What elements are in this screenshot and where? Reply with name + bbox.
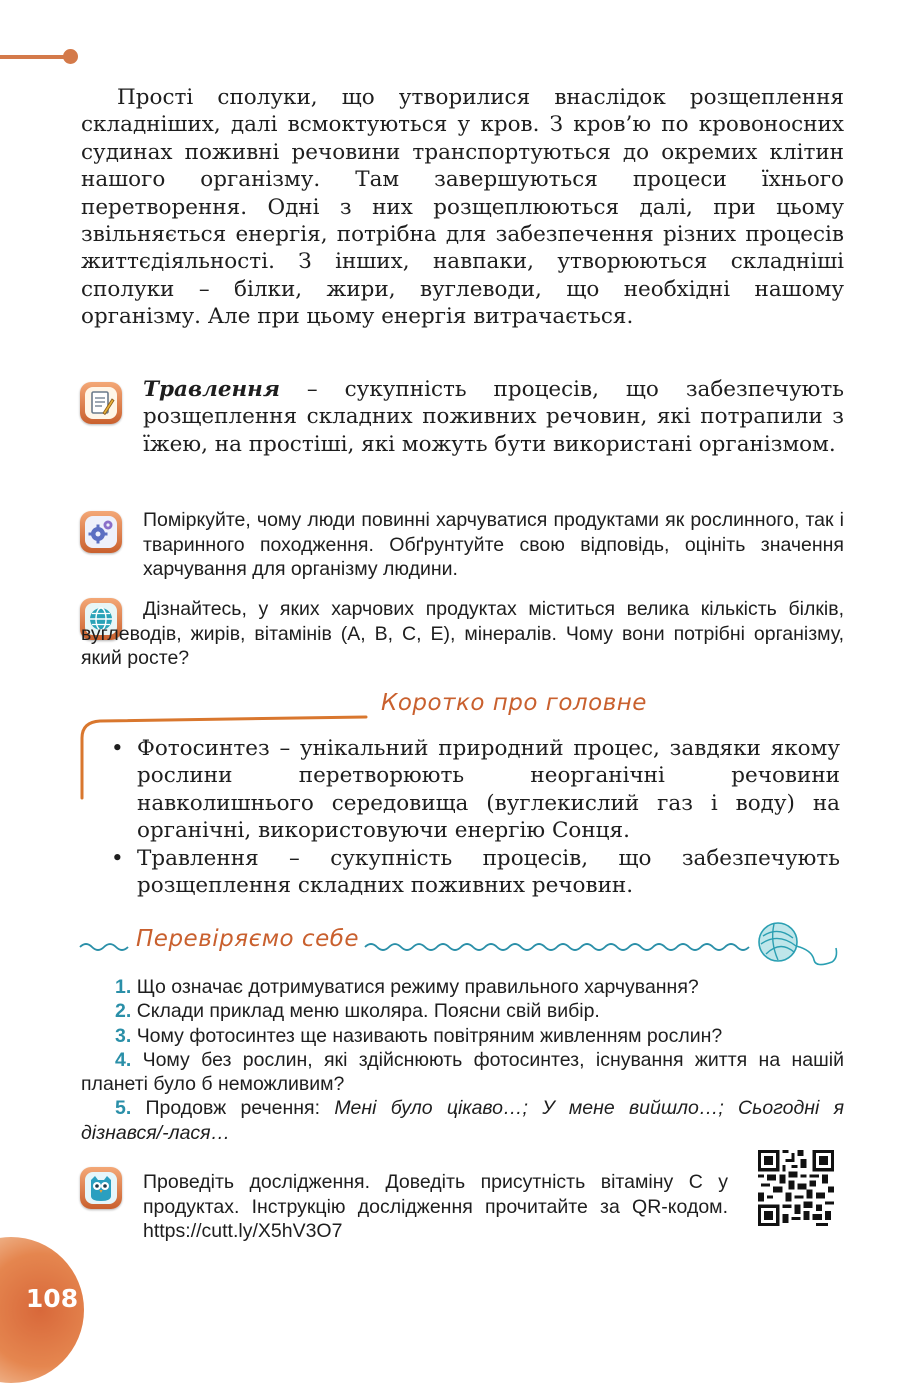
summary-heading: Коротко про головне <box>381 690 647 716</box>
wavy-line-left <box>78 937 134 957</box>
self-check-questions <box>81 975 844 1145</box>
definition-text <box>143 376 844 458</box>
intro-paragraph: Прості сполуки, що утворилися внаслідок розщеплення складніших, далі всмоктуються у кров. З кров’ю по кровоносних судинах поживні речовини транспортуються до окремих клітин нашого організму. Там завершуються процеси їхнього перетворення. Одні з них розщеплюються далі, при цьому звільняється енергія, потрібна для забезпечення різних процесів життєдіяльності. З інших, навпаки, утворюються складніші сполуки – білки, жири, вуглеводи, що необхідні нашому організму. Але при цьому енергія витрачається. <box>81 85 844 330</box>
question-number: 4. <box>115 1048 132 1071</box>
owl-icon <box>85 1172 117 1204</box>
experiment-text <box>143 1170 728 1244</box>
experiment-icon-box <box>80 1167 122 1209</box>
definition-body: – сукупність процесів, що забезпечують розщеплення складних поживних речовин, які потрапили з їжею, на простіші, які можуть бути використані організмом. <box>143 377 844 457</box>
summary-list <box>108 735 840 899</box>
question-item <box>81 999 844 1023</box>
think-icon-box <box>80 511 122 553</box>
question-text: Що означає дотримуватися режиму правильного харчування? <box>136 976 699 998</box>
question-text: Чому фотосинтез ще називають повітряним живленням рослин? <box>136 1024 723 1047</box>
question-italic: Мені було цікаво…; У мене вийшло…; Сьогодні я дізнався/-лася… <box>81 1097 844 1144</box>
top-decor-dot <box>63 49 78 64</box>
summary-item: • Фотосинтез – унікальний природний процес, завдяки якому рослини перетворюють неорганічні речовини навколишнього середовища (вуглекислий газ і воду) на органічні, використовуючи енергію Сонця. <box>108 735 840 845</box>
question-item <box>81 1096 844 1145</box>
self-check-heading: Перевіряємо себе <box>136 926 360 952</box>
page-number: 108 <box>25 1284 79 1313</box>
gears-icon <box>85 516 117 548</box>
question-text: Склади приклад меню школяра. Поясни свій вибір. <box>136 1000 600 1023</box>
question-text: Продовж речення: <box>145 1097 335 1120</box>
question-number: 5. <box>115 1097 132 1120</box>
experiment-body: Проведіть дослідження. Доведіть присутність вітаміну С у продуктах. Інструкцію дослідження прочитайте за QR-кодом. <box>143 1171 728 1218</box>
think-task-text: Поміркуйте, чому люди повинні харчуватися продуктами як рослинного, так і тваринного походження. Обґрунтуйте свою відповідь, оцініть значення харчування для організму людини. <box>143 509 844 581</box>
question-item <box>81 1048 844 1097</box>
definition-icon-box <box>80 382 122 424</box>
top-decor-line <box>0 55 66 59</box>
question-number: 2. <box>115 1000 132 1023</box>
qr-code-icon[interactable] <box>758 1150 834 1226</box>
question-item <box>81 975 844 999</box>
research-task-text: Дізнайтесь, у яких харчових продуктах міститься велика кількість білків, вуглеводів, жирів, вітамінів (А, В, С, Е), мінералів. Чому вони потрібні організму, який росте? <box>81 598 844 670</box>
summary-item: • Травлення – сукупність процесів, що забезпечують розщеплення складних поживних речовин. <box>108 845 840 900</box>
question-item <box>81 1024 844 1048</box>
experiment-link[interactable]: https://cutt.ly/X5hV3O7 <box>143 1220 343 1243</box>
notebook-pencil-icon <box>85 387 117 419</box>
definition-term: Травлення <box>143 377 280 402</box>
question-number: 1. <box>115 976 132 998</box>
wavy-line-right <box>363 937 758 957</box>
question-text: Чому без рослин, які здійснюють фотосинтез, існування життя на нашій планеті було б неможливим? <box>81 1048 844 1096</box>
yarn-ball-icon <box>752 918 842 974</box>
question-number: 3. <box>115 1024 132 1047</box>
